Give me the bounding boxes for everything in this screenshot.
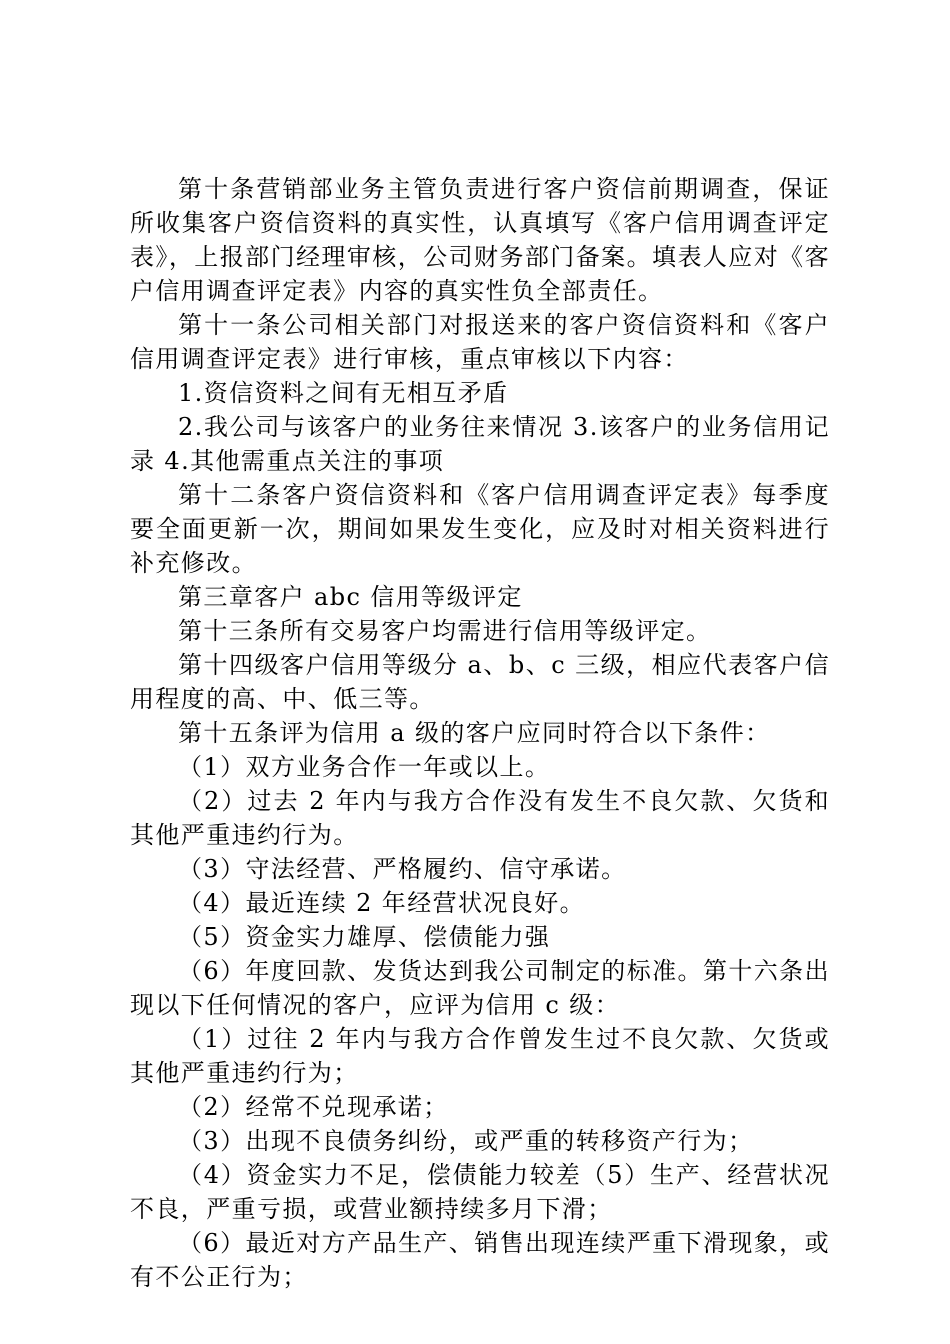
condition-c-6: （6）最近对方产品生产、销售出现连续严重下滑现象，或有不公正行为； xyxy=(130,1229,830,1291)
condition-a-3: （3）守法经营、严格履约、信守承诺。 xyxy=(178,855,627,883)
paragraph-article-14: 第十四级客户信用等级分 a、b、c 三级，相应代表客户信用程度的高、中、低三等。 xyxy=(130,651,830,713)
paragraph-article-11: 第十一条公司相关部门对报送来的客户资信资料和《客户信用调查评定表》进行审核，重点审核以下内容： xyxy=(130,311,830,373)
condition-a-1: （1）双方业务合作一年或以上。 xyxy=(178,753,551,781)
condition-c-1: （1）过往 2 年内与我方合作曾发生过不良欠款、欠货或其他严重违约行为； xyxy=(130,1025,830,1087)
condition-a-4: （4）最近连续 2 年经营状况良好。 xyxy=(178,889,585,917)
condition-a-2: （2）过去 2 年内与我方合作没有发生不良欠款、欠货和其他严重违约行为。 xyxy=(130,787,830,849)
condition-a-6-article-16: （6）年度回款、发货达到我公司制定的标准。第十六条出现以下任何情况的客户，应评为信用 c 级： xyxy=(130,957,830,1019)
condition-a-5: （5）资金实力雄厚、偿债能力强 xyxy=(178,923,551,951)
paragraph-article-12: 第十二条客户资信资料和《客户信用调查评定表》每季度要全面更新一次，期间如果发生变化，应及时对相关资料进行补充修改。 xyxy=(130,481,830,577)
condition-c-3: （3）出现不良债务纠纷，或严重的转移资产行为； xyxy=(178,1127,754,1155)
condition-c-2: （2）经常不兑现承诺； xyxy=(178,1093,449,1121)
list-item-2-4: 2.我公司与该客户的业务往来情况 3.该客户的业务信用记录 4.其他需重点关注的事项 xyxy=(130,413,830,475)
chapter-heading-3: 第三章客户 abc 信用等级评定 xyxy=(178,583,523,611)
paragraph-article-10: 第十条营销部业务主管负责进行客户资信前期调查，保证所收集客户资信资料的真实性，认真填写《客户信用调查评定表》，上报部门经理审核，公司财务部门备案。填表人应对《客户信用调查评定表》内容的真实性负全部责任。 xyxy=(130,175,830,305)
paragraph-article-15: 第十五条评为信用 a 级的客户应同时符合以下条件： xyxy=(178,719,771,747)
document-body xyxy=(130,172,830,1294)
list-item-1: 1.资信资料之间有无相互矛盾 xyxy=(178,379,509,407)
condition-c-4-5: （4）资金实力不足，偿债能力较差（5）生产、经营状况不良，严重亏损，或营业额持续多月下滑； xyxy=(130,1161,830,1223)
paragraph-article-13: 第十三条所有交易客户均需进行信用等级评定。 xyxy=(178,617,712,645)
